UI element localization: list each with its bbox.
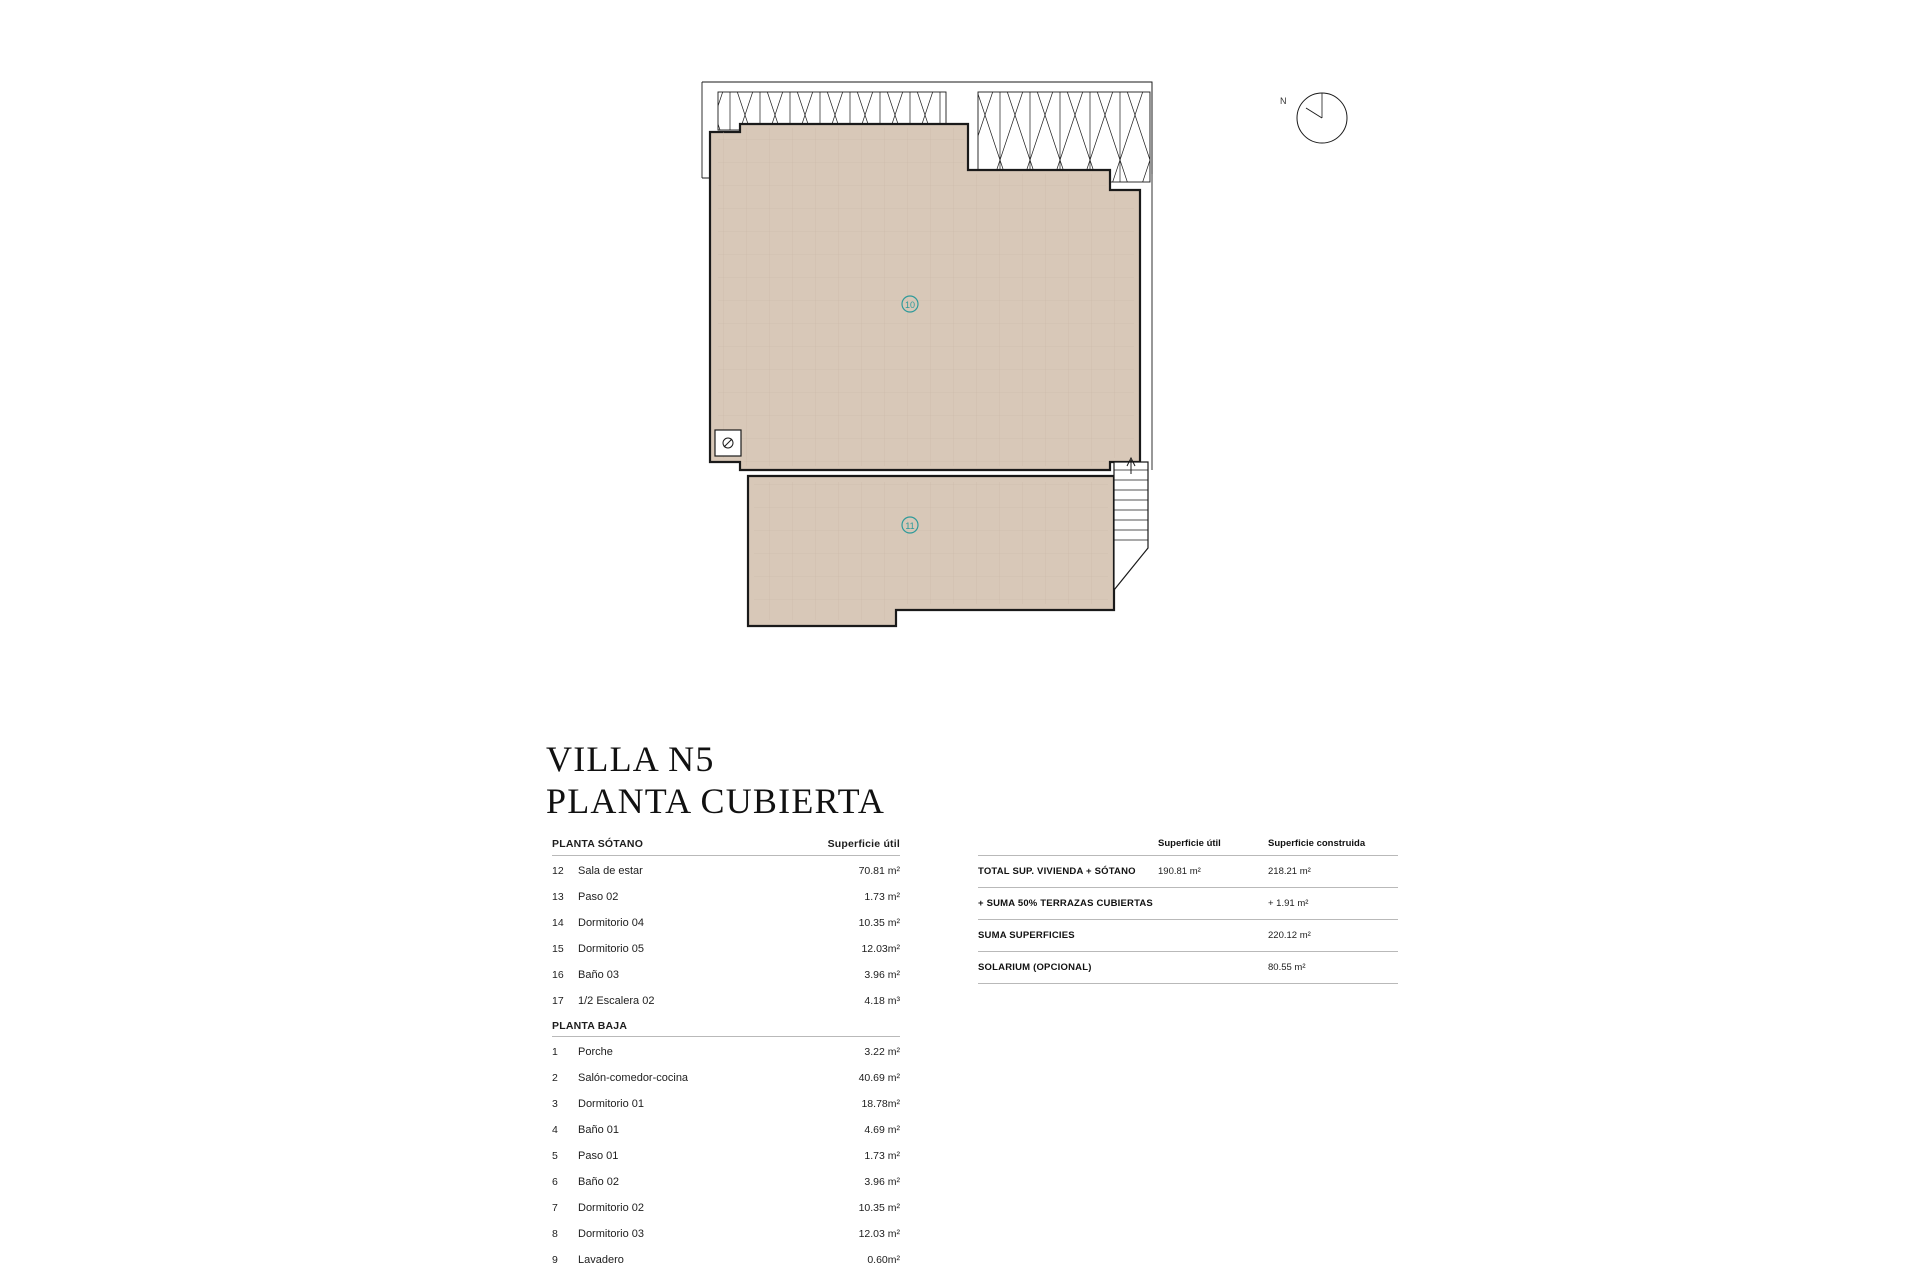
compass-north-label: N bbox=[1280, 96, 1287, 106]
row-label: Dormitorio 05 bbox=[578, 943, 645, 955]
row-number: 1 bbox=[552, 1046, 558, 1058]
totals-row-label: + SUMA 50% TERRAZAS CUBIERTAS bbox=[978, 898, 1153, 909]
row-area: 4.69 m² bbox=[864, 1124, 900, 1136]
row-area: 10.35 m² bbox=[858, 1202, 900, 1214]
row-number: 17 bbox=[552, 995, 564, 1007]
row-area: 4.18 m³ bbox=[864, 995, 900, 1007]
row-number: 3 bbox=[552, 1098, 558, 1110]
table-row bbox=[552, 1117, 900, 1143]
utility-box-icon bbox=[715, 430, 741, 456]
totals-row-built: 80.55 m² bbox=[1268, 962, 1306, 973]
row-label: Lavadero bbox=[578, 1254, 624, 1266]
totals-row-built: 218.21 m² bbox=[1268, 866, 1311, 877]
row-area: 1.73 m² bbox=[864, 891, 900, 903]
row-label: 1/2 Escalera 02 bbox=[578, 995, 655, 1007]
table-row bbox=[552, 1247, 900, 1273]
totals-divider-4 bbox=[978, 983, 1398, 984]
title-line-1: VILLA N5 bbox=[546, 739, 715, 779]
row-number: 5 bbox=[552, 1150, 558, 1162]
row-label: Paso 02 bbox=[578, 891, 619, 903]
row-label: Paso 01 bbox=[578, 1150, 619, 1162]
row-number: 9 bbox=[552, 1254, 558, 1266]
totals-col-header-built: Superficie construida bbox=[1268, 838, 1366, 849]
row-label: Baño 01 bbox=[578, 1124, 619, 1136]
table-row bbox=[552, 884, 900, 910]
page-title bbox=[546, 738, 1246, 823]
room-marker-10-label: 10 bbox=[904, 300, 916, 310]
legend-section-title-basement: PLANTA SÓTANO bbox=[552, 838, 644, 850]
totals-row-built: 220.12 m² bbox=[1268, 930, 1311, 941]
row-label: Dormitorio 02 bbox=[578, 1202, 645, 1214]
row-number: 2 bbox=[552, 1072, 558, 1084]
row-area: 0.60m² bbox=[867, 1254, 900, 1266]
roof-terrace-11 bbox=[748, 462, 1140, 626]
room-marker-11-label: 11 bbox=[905, 521, 915, 531]
table-row bbox=[552, 1221, 900, 1247]
title-line-2: PLANTA CUBIERTA bbox=[546, 781, 886, 822]
table-row bbox=[552, 1039, 900, 1065]
row-label: Dormitorio 01 bbox=[578, 1098, 645, 1110]
compass-rose bbox=[1280, 88, 1352, 148]
table-row bbox=[978, 952, 1398, 983]
table-row bbox=[978, 856, 1398, 887]
row-area: 3.96 m² bbox=[864, 969, 900, 981]
row-label: Dormitorio 03 bbox=[578, 1228, 645, 1240]
staircase bbox=[1114, 458, 1148, 590]
row-number: 8 bbox=[552, 1228, 558, 1240]
totals-row-useful: 190.81 m² bbox=[1158, 866, 1201, 877]
totals-row-label: SOLARIUM (OPCIONAL) bbox=[978, 962, 1092, 973]
row-label: Baño 02 bbox=[578, 1176, 619, 1188]
roof-terrace-10 bbox=[710, 124, 1140, 470]
row-number: 16 bbox=[552, 969, 564, 981]
table-row bbox=[552, 1195, 900, 1221]
legend-column-header-useful-area: Superficie útil bbox=[827, 838, 900, 850]
legend-section-header-basement bbox=[552, 838, 900, 855]
table-row bbox=[552, 1169, 900, 1195]
table-row bbox=[552, 1091, 900, 1117]
table-row bbox=[552, 858, 900, 884]
row-number: 12 bbox=[552, 865, 564, 877]
table-row bbox=[552, 1065, 900, 1091]
totals-row-label: TOTAL SUP. VIVIENDA + SÓTANO bbox=[978, 866, 1136, 877]
table-row bbox=[552, 936, 900, 962]
row-number: 6 bbox=[552, 1176, 558, 1188]
row-area: 10.35 m² bbox=[858, 917, 900, 929]
legend-section-title-ground: PLANTA BAJA bbox=[552, 1020, 628, 1032]
row-label: Sala de estar bbox=[578, 865, 643, 877]
row-area: 70.81 m² bbox=[858, 865, 900, 877]
totals-header-row bbox=[978, 838, 1398, 855]
floor-plan-drawing bbox=[700, 70, 1320, 770]
row-number: 14 bbox=[552, 917, 564, 929]
room-schedule-table bbox=[552, 838, 900, 1273]
row-area: 1.73 m² bbox=[864, 1150, 900, 1162]
row-number: 13 bbox=[552, 891, 564, 903]
row-area: 12.03 m² bbox=[858, 1228, 900, 1240]
table-row bbox=[552, 962, 900, 988]
row-number: 4 bbox=[552, 1124, 558, 1136]
row-label: Dormitorio 04 bbox=[578, 917, 645, 929]
row-area: 3.96 m² bbox=[864, 1176, 900, 1188]
table-row bbox=[552, 1143, 900, 1169]
totals-table bbox=[978, 838, 1398, 984]
row-area: 12.03m² bbox=[861, 943, 900, 955]
row-area: 18.78m² bbox=[861, 1098, 900, 1110]
legend-divider-1 bbox=[552, 855, 900, 856]
row-label: Porche bbox=[578, 1046, 613, 1058]
row-area: 40.69 m² bbox=[858, 1072, 900, 1084]
row-label: Salón-comedor-cocina bbox=[578, 1072, 689, 1084]
row-number: 7 bbox=[552, 1202, 558, 1214]
row-label: Baño 03 bbox=[578, 969, 619, 981]
compass-icon bbox=[1292, 88, 1352, 148]
totals-col-header-useful: Superficie útil bbox=[1158, 838, 1221, 849]
table-row bbox=[978, 888, 1398, 919]
totals-row-label: SUMA SUPERFICIES bbox=[978, 930, 1075, 941]
legend-divider-2 bbox=[552, 1036, 900, 1037]
row-number: 15 bbox=[552, 943, 564, 955]
table-row bbox=[978, 920, 1398, 951]
totals-row-built: + 1.91 m² bbox=[1268, 898, 1309, 909]
table-row bbox=[552, 988, 900, 1014]
row-area: 3.22 m² bbox=[864, 1046, 900, 1058]
table-row bbox=[552, 910, 900, 936]
